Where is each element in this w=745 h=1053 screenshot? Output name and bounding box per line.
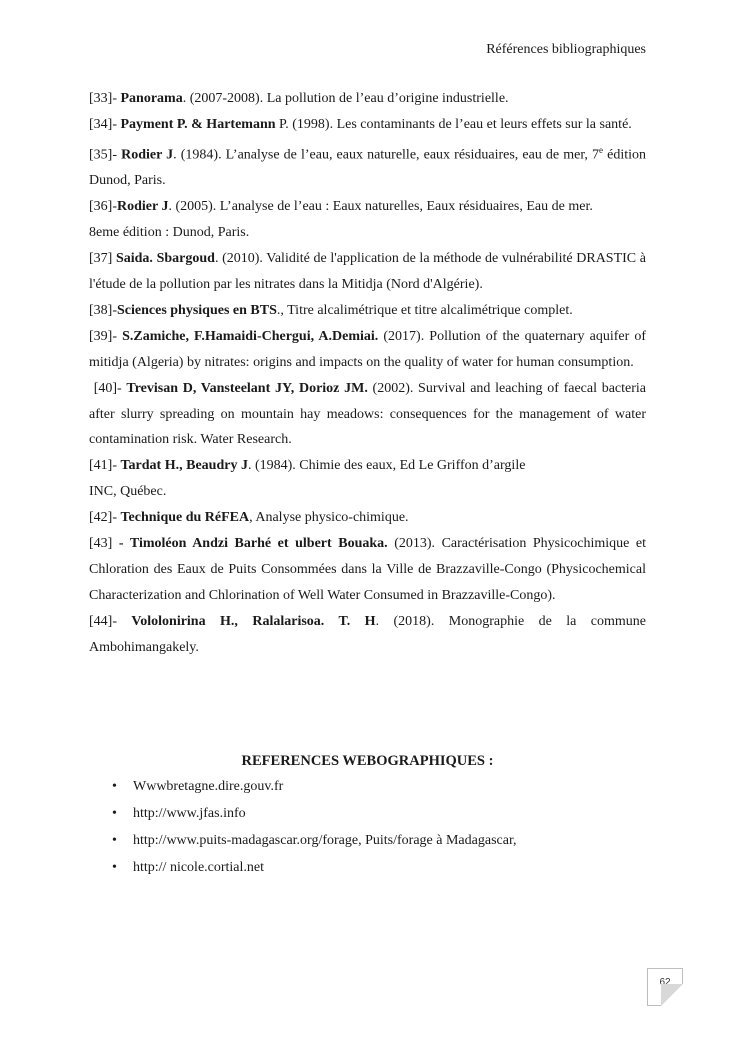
reference-37 [89,246,646,298]
ref-details-cont: édition Dunod, Paris. [89,147,646,189]
ref-number: [41] [89,458,113,474]
ref-details: . (2007-2008). La pollution de l’eau d’origine industrielle. [182,91,509,106]
ref-author: Rodier J [117,199,169,215]
ref-details-line2: INC, Québec. [89,484,167,500]
ref-details-line2: 8eme édition : Dunod, Paris. [89,225,250,241]
webography-list [112,773,517,881]
reference-33: [33]- Panorama. (2007-2008). La pollution de l’eau d’origine industrielle. [89,91,509,106]
reference-list [89,86,646,661]
reference-38: [38]-Sciences physiques en BTS., Titre alcalimétrique et titre alcalimétrique complet. [89,302,573,318]
page-number: 62 [659,977,671,988]
reference-41: [41]- Tardat H., Beaudry J. (1984). Chimie des eaux, Ed Le Griffon d’argile INC, Québec. [89,458,526,500]
ref-author: Payment P. & Hartemann [120,116,276,132]
ref-details: ., Titre alcalimétrique et titre alcalimétrique complet. [276,302,573,318]
reference-44: [44]- Vololonirina H., Ralalarisoa. T. H. (2018). Monographie de la commune Ambohimangakely. [89,613,646,655]
reference-34: [34]- Payment P. & Hartemann P. (1998). Les contaminants de l’eau et leurs effets sur la santé. [89,116,632,132]
reference-39: [39]- S.Zamiche, F.Hamaidi-Chergui, A.Demiai. (2017). Pollution of the quaternary aquifer of mitidja (Algeria) by nitrates: origins and impacts on the quality of water for human consumption. [89,328,646,370]
ref-details: P. (1998). Les contaminants de l’eau et leurs effets sur la santé. [275,116,632,132]
ref-number: [34] [89,116,113,132]
ref-details: . (2010). Validité de l'application de la méthode de vulnérabilité DRASTIC à l'étude de la pollution par les nitrates dans la Mitidja (Nord d'Algérie). [89,251,647,292]
ref-author: Technique du RéFEA [120,510,250,526]
ref-author: Sciences physiques en BTS [117,302,277,318]
ref-number: [39] [89,328,113,344]
reference-42: [42]- Technique du RéFEA, Analyse physico-chimique. [89,510,409,526]
ref-details: . (1984). Chimie des eaux, Ed Le Griffon d’argile [247,458,526,474]
page-header: Références bibliographiques [486,42,646,57]
reference-40: [40]- Trevisan D, Vansteelant JY, Dorioz JM. (2002). Survival and leaching of faecal bacteria after slurry spreading on mountain hay meadows: consequences for the management of water contamination risk. Water Research. [89,380,646,448]
page-number-box [647,968,683,1006]
ref-author: Trevisan D, Vansteelant JY, Dorioz JM. [126,380,368,396]
ref-number: [40] [93,380,118,396]
ref-number: [44] [89,613,113,629]
ref-author: Rodier J [121,147,174,163]
ref-number: [36] [89,199,113,215]
ref-author: Tardat H., Beaudry J [120,458,248,474]
reference-35: [35]- Rodier J. (1984). L’analyse de l’eau, eaux naturelle, eaux résiduaires, eau de mer, 7e édition Dunod, Paris. [89,144,646,189]
ref-details: (2017). Pollution of the quaternary aquifer of mitidja (Algeria) by nitrates: origins and impacts on the quality of water for human consumption. [89,328,646,370]
webography-item: • Wwwbretagne.dire.gouv.fr [112,773,517,800]
ref-details: . (2005). L’analyse de l’eau : Eaux naturelles, Eaux résiduaires, Eau de mer. [168,199,593,215]
ref-number: [35] [89,147,113,163]
webography-item: • http:// nicole.cortial.net [112,854,517,881]
ref-details: . (2018). Monographie de la commune Ambohimangakely. [89,613,646,655]
ref-number: [38] [89,302,113,318]
webography-item: • http://www.jfas.info [112,800,517,827]
ref-number: [33] [89,91,113,106]
ref-details: . (1984). L’analyse de l’eau, eaux naturelle, eaux résiduaires, eau de mer, 7 [173,147,600,163]
webography-title: REFERENCES WEBOGRAPHIQUES : [241,753,494,769]
ref-number: [37] [89,251,113,267]
ref-author: Panorama [120,91,183,106]
ref-author: S.Zamiche, F.Hamaidi-Chergui, A.Demiai. [122,328,379,344]
ref-details: (2013). Caractérisation Physicochimique et Chloration des Eaux de Puits Consommées dans la Ville de Brazzaville-Congo (Physicochemical Characterization and Chlorination of Well Water Consumed in Brazzaville-Congo). [89,536,647,603]
ref-details: , Analyse physico-chimique. [249,510,409,526]
ref-number: [42] [89,510,113,526]
webography-item: • http://www.puits-madagascar.org/forage, Puits/forage à Madagascar, [112,827,517,854]
reference-36: [36]-Rodier J. (2005). L’analyse de l’eau : Eaux naturelles, Eaux résiduaires, Eau de mer. 8eme édition : Dunod, Paris. [89,199,593,241]
ref-author: Vololonirina H., Ralalarisoa. T. H [131,613,376,629]
reference-43 [89,531,646,609]
ref-author: - Timoléon Andzi Barhé et ulbert Bouaka. [118,536,388,552]
ref-number: [43] [89,536,113,552]
page-curl-icon [661,984,683,1006]
ref-details: (2002). Survival and leaching of faecal bacteria after slurry spreading on mountain hay meadows: consequences for the management of water contamination risk. Water Research. [89,380,646,448]
ref-author: Saida. Sbargoud [115,251,215,267]
ref-superscript: e [599,144,604,155]
